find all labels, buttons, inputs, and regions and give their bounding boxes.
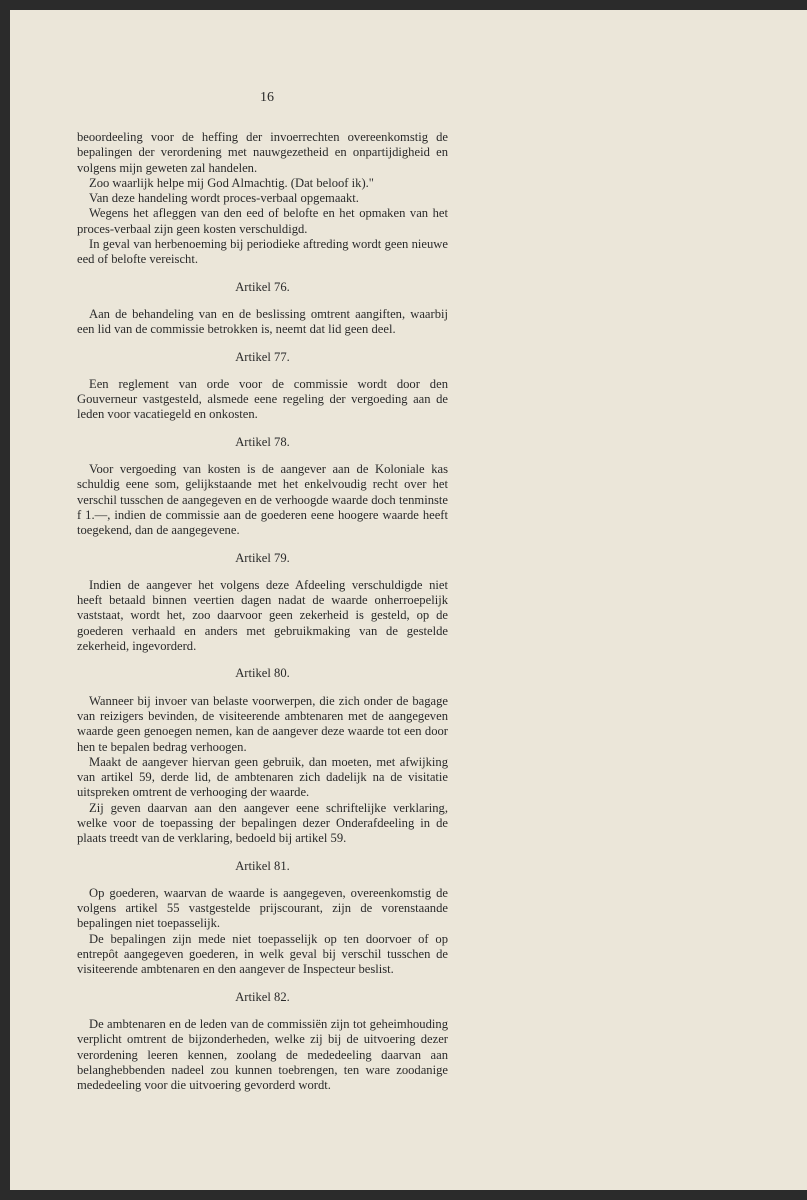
- intro-paragraph-5: In geval van herbenoeming bij periodieke aftreding wordt geen nieuwe eed of belofte vereischt.: [77, 237, 448, 267]
- article-paragraph: Op goederen, waarvan de waarde is aangegeven, overeenkomstig de volgens artikel 55 vastgestelde prijscourant, zijn de vorenstaande bepalingen niet toepasselijk.: [77, 885, 448, 931]
- article-paragraph: Aan de behandeling van en de beslissing omtrent aangiften, waarbij een lid van de commissie betrokken is, neemt dat lid geen deel.: [77, 306, 448, 337]
- article-paragraph: Indien de aangever het volgens deze Afdeeling verschuldigde niet heeft betaald binnen veertien dagen nadat de waarde onherroepelijk vaststaat, wordt het, zoo daarvoor geen zekerheid is gesteld, op de goederen verhaald en anders met gebruikmaking van de gestelde zekerheid, ingevorderd.: [77, 577, 448, 654]
- article-80: [77, 666, 448, 846]
- article-78: [77, 435, 448, 539]
- article-paragraph: Wanneer bij invoer van belaste voorwerpen, die zich onder de bagage van reizigers bevinden, de visiteerende ambtenaren met de aangegeven waarde geen genoegen nemen, kan de aangever deze waarde tot een door hen te bepalen bedrag verhoogen.: [77, 693, 448, 754]
- article-paragraph: Voor vergoeding van kosten is de aangever aan de Koloniale kas schuldig eene som, gelijkstaande met het enkelvoudig recht over het verschil tusschen de aangegeven en de verhoogde waarde doch tenminste f 1.—, indien de commissie aan de goederen eene hoogere waarde heeft toegekend, dan de aangegevene.: [77, 462, 448, 538]
- article-paragraph: De ambtenaren en de leden van de commissiën zijn tot geheimhouding verplicht omtrent de bijzonderheden, welke zij bij de uitvoering dezer verordening leeren kennen, zoolang de mededeeling daarvan aan belanghebbenden nadeel zou kunnen toebrengen, ten ware zoodanige mededeeling voor die uitvoering gevorderd wordt.: [77, 1016, 448, 1093]
- article-heading: Artikel 80.: [235, 666, 290, 681]
- article-heading: Artikel 77.: [235, 349, 290, 364]
- article-paragraph: Zij geven daarvan aan den aangever eene schriftelijke verklaring, welke voor de toepassing der bepalingen dezer Onderafdeeling in de plaats treedt van de verklaring, bedoeld bij artikel 59.: [77, 800, 448, 846]
- document-page: [10, 10, 807, 1190]
- article-79: [77, 551, 448, 655]
- article-heading: Artikel 82.: [235, 989, 290, 1004]
- article-81: [77, 859, 448, 978]
- article-heading: Artikel 76.: [235, 279, 290, 294]
- article-76: [77, 280, 448, 338]
- intro-paragraph-3: Van deze handeling wordt proces-verbaal opgemaakt.: [89, 191, 359, 206]
- intro-block: [77, 130, 448, 268]
- article-heading: Artikel 78.: [235, 434, 290, 449]
- article-82: [77, 990, 448, 1094]
- article-paragraph: Een reglement van orde voor de commissie wordt door den Gouverneur vastgesteld, alsmede eene regeling der vergoeding aan de leden voor vacatiegeld en onkosten.: [77, 376, 448, 422]
- intro-paragraph-2: Zoo waarlijk helpe mij God Almachtig. (Dat beloof ik).": [89, 175, 374, 190]
- article-paragraph: Maakt de aangever hiervan geen gebruik, dan moeten, met afwijking van artikel 59, derde lid, de ambtenaren zich dadelijk na de visitatie uitspreken omtrent de verhooging der waarde.: [77, 754, 448, 800]
- article-77: [77, 350, 448, 423]
- intro-paragraph-4: Wegens het afleggen van den eed of belofte en het opmaken van het proces-verbaal zijn geen kosten verschuldigd.: [77, 206, 448, 236]
- text-column: [77, 130, 448, 1093]
- article-heading: Artikel 81.: [235, 858, 290, 873]
- page-number: 16: [260, 90, 274, 105]
- article-paragraph: De bepalingen zijn mede niet toepasselijk op ten doorvoer of op entrepôt aangegeven goederen, in welk geval bij verschil tusschen de visiteerende ambtenaren en den aangever de Inspecteur beslist.: [77, 931, 448, 977]
- intro-paragraph-1: beoordeeling voor de heffing der invoerrechten overeenkomstig de bepalingen der verordening met nauwgezetheid en onpartijdigheid en volgens mijn geweten zal handelen.: [77, 130, 448, 175]
- article-heading: Artikel 79.: [235, 550, 290, 565]
